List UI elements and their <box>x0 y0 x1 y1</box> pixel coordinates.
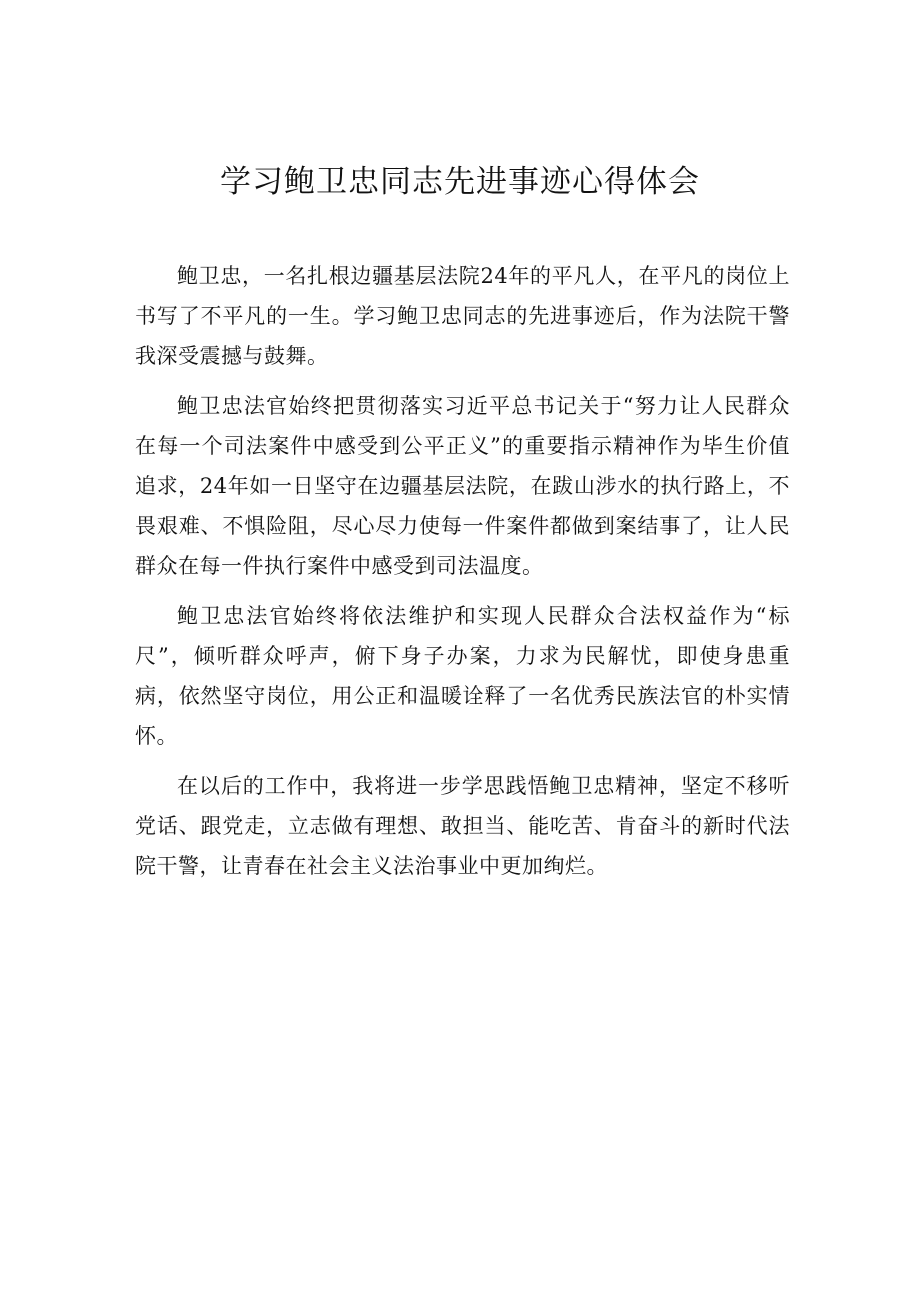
document-title: 学习鲍卫忠同志先进事迹心得体会 <box>220 164 700 200</box>
document-body <box>135 256 790 896</box>
paragraph-3: 鲍卫忠法官始终将依法维护和实现人民群众合法权益作为“标尺”，倾听群众呼声，俯下身子办案，力求为民解忧，即使身患重病，依然坚守岗位，用公正和温暖诠释了一名优秀民族法官的朴实情怀。 <box>135 604 790 748</box>
paragraph-1: 鲍卫忠，一名扎根边疆基层法院24年的平凡人，在平凡的岗位上书写了不平凡的一生。学习鲍卫忠同志的先进事迹后，作为法院干警我深受震撼与鼓舞。 <box>135 264 790 368</box>
paragraph-4: 在以后的工作中，我将进一步学思践悟鲍卫忠精神，坚定不移听党话、跟党走，立志做有理想、敢担当、能吃苦、肯奋斗的新时代法院干警，让青春在社会主义法治事业中更加绚烂。 <box>135 774 790 878</box>
paragraph-2: 鲍卫忠法官始终把贯彻落实习近平总书记关于“努力让人民群众在每一个司法案件中感受到公平正义”的重要指示精神作为毕生价值追求，24年如一日坚守在边疆基层法院，在跋山涉水的执行路上，不畏艰难、不惧险阻，尽心尽力使每一件案件都做到案结事了，让人民群众在每一件执行案件中感受到司法温度。 <box>135 394 790 578</box>
